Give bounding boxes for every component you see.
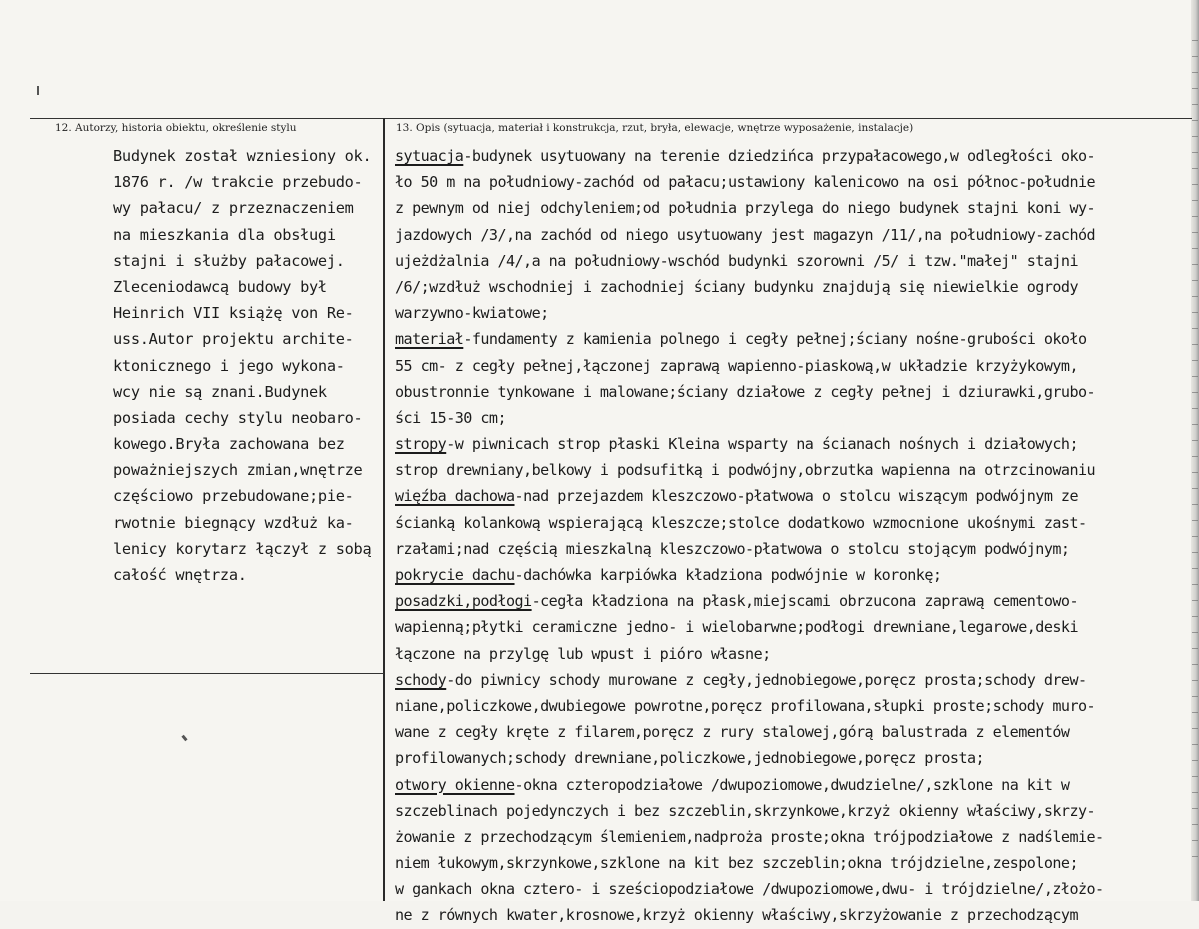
section-term: posadzki,podłogi: [395, 592, 532, 611]
text-line: 1876 r. /w trakcie przebudo-: [113, 173, 363, 192]
line-text: ło 50 m na południowy-zachód od pałacu;ustawiony kalenicowo na osi północ-południe: [395, 173, 1096, 192]
line-text: ścianką kolankową wspierającą kleszcze;stolce dodatkowo wzmocnione ukośnymi zast-: [395, 513, 1087, 532]
text-line: całość wnętrza.: [113, 566, 247, 584]
text-line: [395, 536, 1195, 562]
line-text: wapienną;płytki ceramiczne jedno- i wielobarwne;podłogi drewniane,legarowe,deski: [395, 618, 1078, 637]
section-term: więźba dachowa: [395, 487, 515, 506]
section-term: stropy: [395, 435, 447, 454]
text-line: [395, 353, 1195, 379]
table-top-rule: [30, 118, 1192, 119]
text-line: [395, 169, 1195, 195]
line-text: -w piwnicach strop płaski Kleina wsparty na ścianach nośnych i działowych;: [446, 435, 1078, 454]
section-term: otwory okienne: [395, 775, 515, 794]
line-text: -nad przejazdem kleszczowo-płatwowa o stolcu wiszącym podwójnym ze: [514, 487, 1078, 506]
text-line: [395, 614, 1195, 640]
text-line: [395, 850, 1195, 876]
line-text: ne z równych kwater,krosnowe,krzyż okienny właściwy,skrzyżowanie z przechodzącym: [395, 906, 1078, 925]
line-text: warzywno-kwiatowe;: [395, 304, 549, 323]
text-line: ktonicznego i jego wykona-: [113, 356, 345, 375]
text-line: Zleceniodawcą budowy był: [113, 277, 327, 296]
text-line: [395, 902, 1195, 928]
section-term: materiał: [395, 330, 464, 349]
text-line: [395, 431, 1195, 457]
text-line: [395, 405, 1195, 431]
text-line: stajni i służby pałacowej.: [113, 251, 345, 270]
text-line: [395, 326, 1195, 352]
text-line: uss.Autor projektu archite-: [113, 330, 354, 349]
text-line: wy pałacu/ z przeznaczeniem: [113, 199, 354, 218]
line-text: łączone na przylgę lub wpust i pióro własne;: [395, 644, 771, 663]
text-line: [395, 562, 1195, 588]
line-text: 55 cm- z cegły pełnej,łączonej zaprawą wapienno-piaskową,w układzie krzyżykowym,: [395, 356, 1078, 375]
line-text: -fundamenty z kamienia polnego i cegły pełnej;ściany nośne-grubości około: [463, 330, 1087, 349]
line-text: żowanie z przechodzącym ślemieniem,nadproża proste;okna trójpodziałowe z nadślemie-: [395, 827, 1104, 846]
scan-mark: [181, 735, 187, 742]
text-line: rwotnie biegnący wzdłuż ka-: [113, 513, 354, 532]
section-13-header: 13. Opis (sytuacja, materiał i konstrukcja, rzut, bryła, elewacje, wnętrze wyposażenie, instalacje): [396, 122, 914, 134]
left-section-rule: [30, 673, 384, 674]
text-line: lenicy korytarz łączył z sobą: [113, 539, 372, 558]
line-text: niane,policzkowe,dwubiegowe powrotne,poręcz profilowana,słupki proste;schody muro-: [395, 696, 1096, 715]
text-line: Budynek został wzniesiony ok.: [113, 147, 372, 165]
text-line: [395, 274, 1195, 300]
text-line: [395, 745, 1195, 771]
line-text: wane z cegły kręte z filarem,poręcz z rury stalowej,górą balustrada z elementów: [395, 723, 1070, 742]
text-line: [395, 300, 1195, 326]
line-text: szczeblinach pojedynczych i bez szczeblin,skrzynkowe,krzyż okienny właściwy,skrzy-: [395, 801, 1096, 820]
line-text: ści 15-30 cm;: [395, 408, 506, 427]
text-line: [395, 641, 1195, 667]
text-line: [395, 195, 1195, 221]
section-term: schody: [395, 670, 447, 689]
line-text: profilowanych;schody drewniane,policzkowe,jednobiegowe,poręcz prosta;: [395, 749, 985, 768]
line-text: /6/;wzdłuż wschodniej i zachodniej ściany budynku znajdują się niewielkie ogrody: [395, 277, 1078, 296]
text-line: posiada cechy stylu neobaro-: [113, 408, 363, 427]
text-line: [395, 693, 1195, 719]
text-line: Heinrich VII książę von Re-: [113, 304, 354, 323]
line-text: -cegła kładziona na płask,miejscami obrzucona zaprawą cementowo-: [531, 592, 1078, 611]
line-text: -okna czteropodziałowe /dwupoziomowe,dwudzielne/,szklone na kit w: [514, 775, 1070, 794]
text-line: [395, 667, 1195, 693]
text-line: [395, 248, 1195, 274]
line-text: niem łukowym,skrzynkowe,szklone na kit bez szczeblin;okna trójdzielne,zespolone;: [395, 854, 1078, 873]
scan-mark: [37, 86, 39, 95]
section-term: sytuacja: [395, 147, 464, 165]
text-line: [395, 457, 1195, 483]
text-line: [395, 588, 1195, 614]
text-line: kowego.Bryła zachowana bez: [113, 435, 345, 454]
authors-history-text: [113, 143, 385, 588]
text-line: [395, 510, 1195, 536]
text-line: [395, 143, 1195, 169]
text-line: [395, 876, 1195, 902]
line-text: rzałami;nad częścią mieszkalną kleszczowo-płatwowa o stolcu stojącym podwójnym;: [395, 539, 1070, 558]
text-line: [395, 824, 1195, 850]
text-line: [395, 379, 1195, 405]
text-line: [395, 798, 1195, 824]
line-text: obustronnie tynkowane i malowane;ściany działowe z cegły pełnej i dziurawki,grubo-: [395, 382, 1096, 401]
text-line: [395, 772, 1195, 798]
text-line: wcy nie są znani.Budynek: [113, 382, 327, 401]
line-text: -budynek usytuowany na terenie dziedzińca przypałacowego,w odległości oko-: [463, 147, 1096, 165]
line-text: w gankach okna cztero- i sześciopodziałowe /dwupoziomowe,dwu- i trójdzielne/,złożo-: [395, 880, 1104, 899]
text-line: [395, 222, 1195, 248]
text-line: na mieszkania dla obsługi: [113, 225, 336, 244]
section-12-header: 12. Autorzy, historia obiektu, określenie stylu: [55, 122, 297, 134]
line-text: strop drewniany,belkowy i podsufitką i podwójny,obrzutka wapienna na otrzcinowaniu: [395, 461, 1096, 480]
line-text: -do piwnicy schody murowane z cegły,jednobiegowe,poręcz prosta;schody drew-: [446, 670, 1087, 689]
line-text: -dachówka karpiówka kładziona podwójnie w koronkę;: [514, 566, 942, 584]
description-text: [395, 143, 1195, 929]
line-text: z pewnym od niej odchyleniem;od południa przylega do niego budynek stajni koni wy-: [395, 199, 1096, 218]
line-text: jazdowych /3/,na zachód od niego usytuowany jest magazyn /11/,na południowy-zachód: [395, 225, 1096, 244]
text-line: [395, 483, 1195, 509]
line-text: ujeżdżalnia /4/,a na południowy-wschód budynki szorowni /5/ i tzw."małej" stajni: [395, 251, 1078, 270]
text-line: poważniejszych zmian,wnętrze: [113, 461, 363, 480]
text-line: częściowo przebudowane;pie-: [113, 487, 354, 506]
text-line: [395, 719, 1195, 745]
section-term: pokrycie dachu: [395, 566, 515, 584]
